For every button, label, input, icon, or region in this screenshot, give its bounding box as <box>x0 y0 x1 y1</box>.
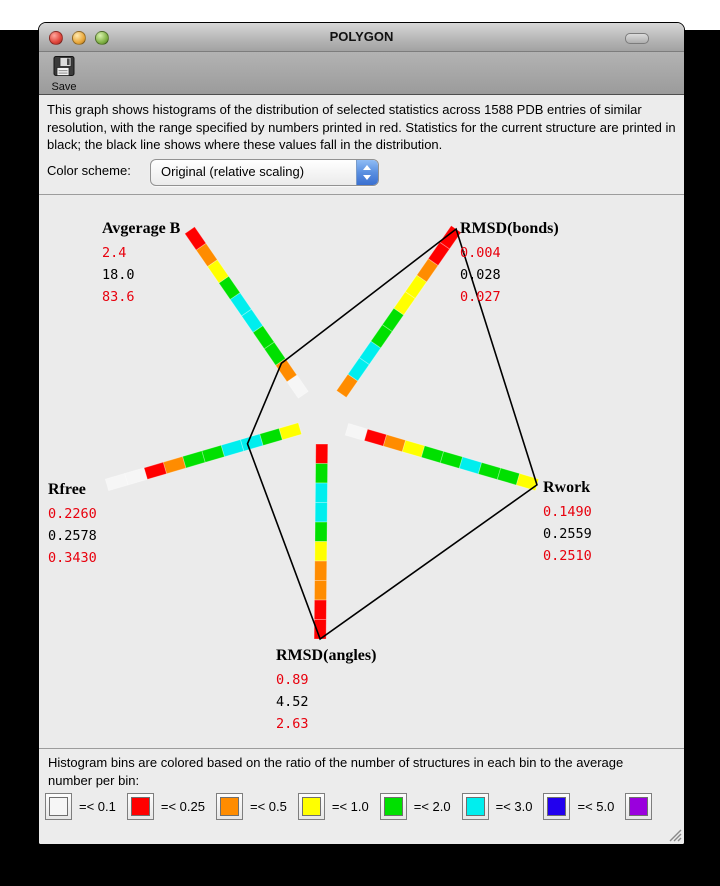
histogram-bin-yellow <box>279 423 302 440</box>
legend-swatch-color-red <box>131 797 150 816</box>
legend-bin-threshold-label: =< 0.5 <box>249 799 287 814</box>
histogram-bin-orange <box>315 561 327 581</box>
histogram-bin-red <box>316 444 328 464</box>
histogram-bin-orange <box>314 580 326 600</box>
axis-min-value: 0.2260 <box>48 506 97 522</box>
legend-swatch-yellow <box>298 793 325 820</box>
toolbar <box>39 52 684 95</box>
histogram-bin-white <box>125 468 148 485</box>
legend-bin-threshold-label: =< 5.0 <box>577 799 615 814</box>
histogram-bin-green <box>478 462 500 479</box>
legend-swatch-cyan <box>462 793 489 820</box>
histogram-bin-white <box>105 473 128 490</box>
axis-max-value: 2.63 <box>276 716 309 732</box>
axis-title: RMSD(bonds) <box>460 220 559 237</box>
histogram-bin-green <box>315 463 327 483</box>
axis-title: Rwork <box>543 479 591 496</box>
legend-swatch-color-white <box>49 797 68 816</box>
axis-current-value: 0.028 <box>460 267 501 283</box>
legend-swatch-color-blue <box>547 797 566 816</box>
legend-swatch-color-yellow <box>302 797 321 816</box>
legend-swatch-color-orange <box>220 797 239 816</box>
save-floppy-icon <box>52 55 76 78</box>
toolbar-toggle-button[interactable] <box>625 33 649 44</box>
polygon-window <box>38 22 685 845</box>
histogram-bin-green <box>260 428 283 445</box>
axis-max-value: 0.3430 <box>48 550 97 566</box>
color-scheme-select[interactable] <box>150 159 379 186</box>
color-scheme-selected-value: Original (relative scaling) <box>161 164 305 179</box>
axis-stats-block <box>48 481 97 569</box>
polygon-plot-canvas <box>39 195 684 748</box>
legend-bins-row <box>45 793 666 820</box>
histogram-bin-red <box>314 600 326 620</box>
histogram-bin-yellow <box>315 541 327 561</box>
content-area <box>39 95 684 844</box>
axis-max-value: 83.6 <box>102 289 135 305</box>
legend-bin-threshold-label: =< 1.0 <box>331 799 369 814</box>
histogram-bin-green <box>440 451 462 468</box>
histogram-bin-red <box>364 429 386 446</box>
save-button[interactable] <box>47 55 81 93</box>
histogram-bin-green <box>497 468 519 485</box>
description-text: This graph shows histograms of the distribution of selected statistics across 1588 PDB entries of similar resolution, with the range specified by numbers printed in red. Statistics for the current structure are printed in black; the black line shows where these values fall in the distribution. <box>47 102 676 152</box>
histogram-bin-red <box>144 462 167 479</box>
histogram-bin-green <box>421 446 443 463</box>
histogram-bin-cyan <box>221 440 244 457</box>
legend-swatch-white <box>45 793 72 820</box>
legend-panel <box>39 749 684 844</box>
histogram-bin-white <box>345 424 367 441</box>
title-bar <box>39 23 684 52</box>
histogram-bin-green <box>315 522 327 542</box>
histogram-bin-orange <box>163 457 186 474</box>
legend-swatch-orange <box>216 793 243 820</box>
axis-current-value: 0.2578 <box>48 528 97 544</box>
axis-min-value: 0.004 <box>460 245 501 261</box>
legend-bin-threshold-label: =< 2.0 <box>413 799 451 814</box>
color-scheme-label: Color scheme: <box>47 163 131 178</box>
legend-swatch-purple <box>625 793 652 820</box>
axis-current-value: 0.2559 <box>543 526 592 542</box>
axis-current-value: 18.0 <box>102 267 135 283</box>
axis-min-value: 0.1490 <box>543 504 592 520</box>
legend-swatch-blue <box>543 793 570 820</box>
popup-stepper <box>356 160 378 185</box>
legend-bin-threshold-label: =< 0.25 <box>160 799 205 814</box>
window-title: POLYGON <box>329 29 394 44</box>
axis-current-value: 4.52 <box>276 694 309 710</box>
histogram-bin-cyan <box>240 434 263 451</box>
legend-swatch-green <box>380 793 407 820</box>
resize-grip[interactable] <box>667 827 682 842</box>
legend-swatch-color-green <box>384 797 403 816</box>
legend-description: Histogram bins are colored based on the ratio of the number of structures in each bin to the average number per bin: <box>48 755 624 788</box>
axis-min-value: 0.89 <box>276 672 309 688</box>
save-button-label: Save <box>51 81 77 93</box>
chevron-down-icon <box>363 175 371 180</box>
axis-title: Rfree <box>48 481 86 498</box>
histogram-bin-cyan <box>315 483 327 503</box>
axis-min-value: 2.4 <box>102 245 127 261</box>
histogram-bin-orange <box>383 435 405 452</box>
histogram-bin-cyan <box>315 502 327 522</box>
legend-bin-threshold-label: =< 0.1 <box>79 799 116 814</box>
axis-title: RMSD(angles) <box>276 647 377 664</box>
axis-stats-block <box>543 479 592 567</box>
chevron-up-icon <box>363 165 371 170</box>
legend-swatch-red <box>127 793 154 820</box>
histogram-bin-cyan <box>459 457 481 474</box>
legend-swatch-color-cyan <box>466 797 485 816</box>
axis-max-value: 0.2510 <box>543 548 592 564</box>
legend-bin-threshold-label: =< 3.0 <box>495 799 533 814</box>
histogram-bin-green <box>182 451 205 468</box>
axis-max-value: 0.027 <box>460 289 501 305</box>
histogram-bin-yellow <box>402 440 424 457</box>
axis-stats-block <box>460 220 559 308</box>
axis-stats-block <box>276 647 376 735</box>
histogram-bin-green <box>202 445 225 462</box>
legend-swatch-color-purple <box>629 797 648 816</box>
axis-stats-block <box>102 220 180 308</box>
axis-title: Avgerage B <box>102 220 181 237</box>
